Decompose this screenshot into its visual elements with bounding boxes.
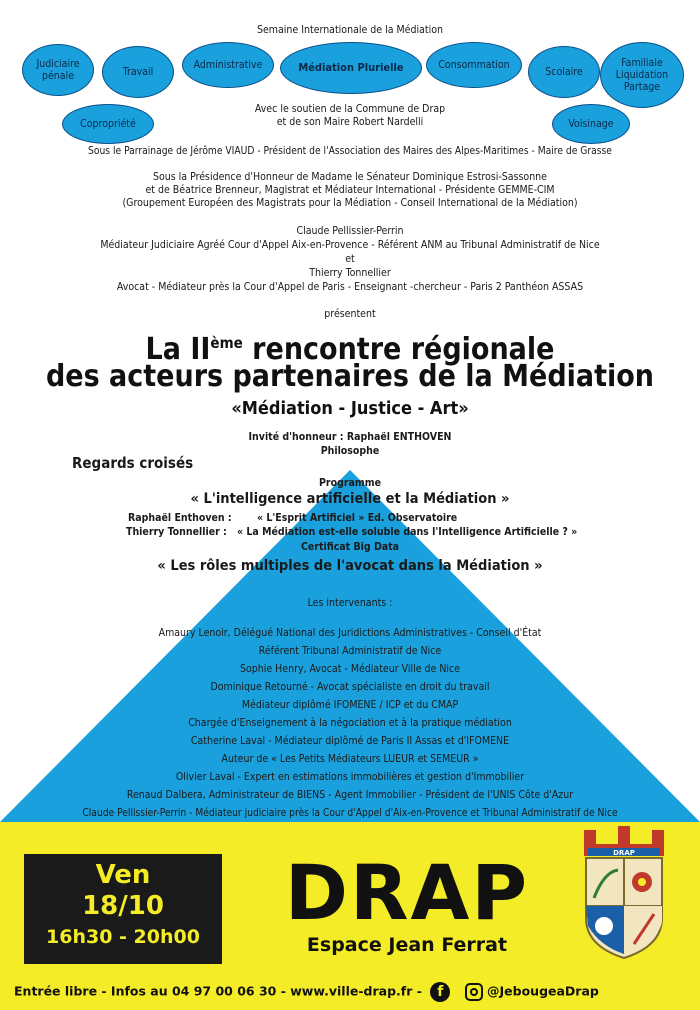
- crest-banner: DRAP: [613, 849, 635, 857]
- subtitle: «Médiation - Justice - Art»: [231, 398, 469, 419]
- regards-croises: Regards croisés: [72, 454, 194, 472]
- presidence-3: (Groupement Européen des Magistrats pour la Médiation - Conseil International de la Médiation): [122, 197, 578, 209]
- oval-scolaire: Scolaire: [528, 46, 600, 98]
- speaker-line: Référent Tribunal Administratif de Nice: [258, 645, 442, 657]
- oval-copropriete: Copropriété: [62, 104, 154, 144]
- programme-topic-1: « L'intelligence artificielle et la Médiation »: [190, 491, 510, 507]
- programme-r2-name: Thierry Tonnellier :: [126, 526, 227, 538]
- presentent: présentent: [324, 308, 376, 320]
- title-sup: ème: [210, 334, 243, 352]
- programme-r1-name: Raphaël Enthoven :: [128, 512, 232, 524]
- oval-judiciaire: Judiciaire pénale: [22, 44, 94, 96]
- support-line-2: et de son Maire Robert Nardelli: [276, 116, 424, 128]
- organizer-name-1: Claude Pellissier-Perrin: [296, 225, 404, 237]
- event-venue: Espace Jean Ferrat: [306, 934, 508, 956]
- speaker-line: Chargée d'Enseignement à la négociation et à la pratique médiation: [188, 717, 512, 729]
- organizer-et: et: [345, 253, 355, 265]
- speaker-line: Olivier Laval - Expert en estimations immobilières et gestion d'Immobilier: [175, 771, 525, 783]
- speaker-line: Dominique Retourné - Avocat spécialiste en droit du travail: [210, 681, 490, 693]
- event-city: DRAP: [284, 848, 530, 937]
- footer: [14, 982, 599, 1002]
- programme-r1-text: « L'Esprit Artificiel » Ed. Observatoire: [257, 512, 458, 524]
- organizer-role-2: Avocat - Médiateur près la Cour d'Appel de Paris - Enseignant -chercheur - Paris 2 Panthéon ASSAS: [116, 281, 584, 293]
- programme-topic-2: « Les rôles multiples de l'avocat dans la Médiation »: [157, 558, 543, 574]
- speaker-line: Auteur de « Les Petits Médiateurs LUEUR et SEMEUR »: [221, 753, 479, 765]
- title-suffix: rencontre régionale: [242, 332, 555, 367]
- oval-familiale: Familiale Liquidation Partage: [600, 42, 684, 108]
- oval-travail: Travail: [102, 46, 174, 98]
- title-prefix: La II: [145, 332, 211, 367]
- presidence-1: Sous la Présidence d'Honneur de Madame le Sénateur Dominique Estrosi-Sassonne: [152, 171, 547, 183]
- footer-info: Entrée libre - Infos au 04 97 00 06 30 - www.ville-drap.fr -: [14, 983, 422, 999]
- guest-role: Philosophe: [320, 445, 380, 457]
- date-box: [24, 854, 222, 964]
- speaker-line: Claude Pellissier-Perrin - Médiateur judiciaire près la Cour d'Appel d'Aix-en-Provence et Tribunal Administratif de Nice: [82, 808, 618, 819]
- week-title: Semaine Internationale de la Médiation: [256, 24, 443, 36]
- facebook-icon[interactable]: f: [430, 982, 450, 1002]
- programme-label: Programme: [319, 477, 381, 489]
- presidence-2: et de Béatrice Brenneur, Magistrat et Médiateur International - Présidente GEMME-CIM: [145, 184, 555, 196]
- drap-crest-icon: [580, 826, 668, 960]
- event-time: 16h30 - 20h00: [46, 926, 200, 948]
- speaker-line: Médiateur diplômé IFOMENE / ICP et du CMAP: [241, 699, 459, 711]
- programme-r2-text: « La Médiation est-elle soluble dans l'Intelligence Artificielle ? »: [237, 526, 578, 538]
- speaker-line: Sophie Henry, Avocat - Médiateur Ville de Nice: [239, 663, 461, 675]
- oval-administrative: Administrative: [182, 42, 274, 88]
- speaker-line: Amaury Lenoir, Délégué National des Juridictions Administratives - Conseil d'État: [158, 627, 542, 639]
- oval-consommation: Consommation: [426, 42, 522, 88]
- speakers-label: Les intervenants :: [307, 597, 393, 609]
- main-title-line-2: des acteurs partenaires de la Médiation: [45, 359, 655, 394]
- oval-voisinage: Voisinage: [552, 104, 630, 144]
- event-day: Ven: [95, 860, 151, 890]
- speaker-line: Catherine Laval - Médiateur diplômé de Paris II Assas et d'IFOMENE: [190, 735, 510, 747]
- organizer-name-2: Thierry Tonnellier: [309, 267, 391, 279]
- event-date: 18/10: [82, 891, 164, 921]
- programme-cert: Certificat Big Data: [300, 541, 400, 553]
- instagram-icon[interactable]: [465, 983, 483, 1001]
- instagram-handle[interactable]: @JebougeaDrap: [487, 983, 599, 999]
- parrainage: Sous le Parrainage de Jérôme VIAUD - Président de l'Association des Maires des Alpes-Maritimes - Maire de Grasse: [88, 146, 612, 157]
- oval-mediation-plurielle: Médiation Plurielle: [280, 42, 422, 94]
- guest-line: Invité d'honneur : Raphaël ENTHOVEN: [248, 431, 452, 443]
- speaker-line: Renaud Dalbera, Administrateur de BIENS - Agent Immobilier - Président de l'UNIS Côte d'Azur: [126, 789, 574, 801]
- support-line-1: Avec le soutien de la Commune de Drap: [254, 103, 446, 115]
- organizer-role-1: Médiateur Judiciaire Agréé Cour d'Appel Aix-en-Provence - Référent ANM au Tribunal Administratif de Nice: [100, 239, 600, 251]
